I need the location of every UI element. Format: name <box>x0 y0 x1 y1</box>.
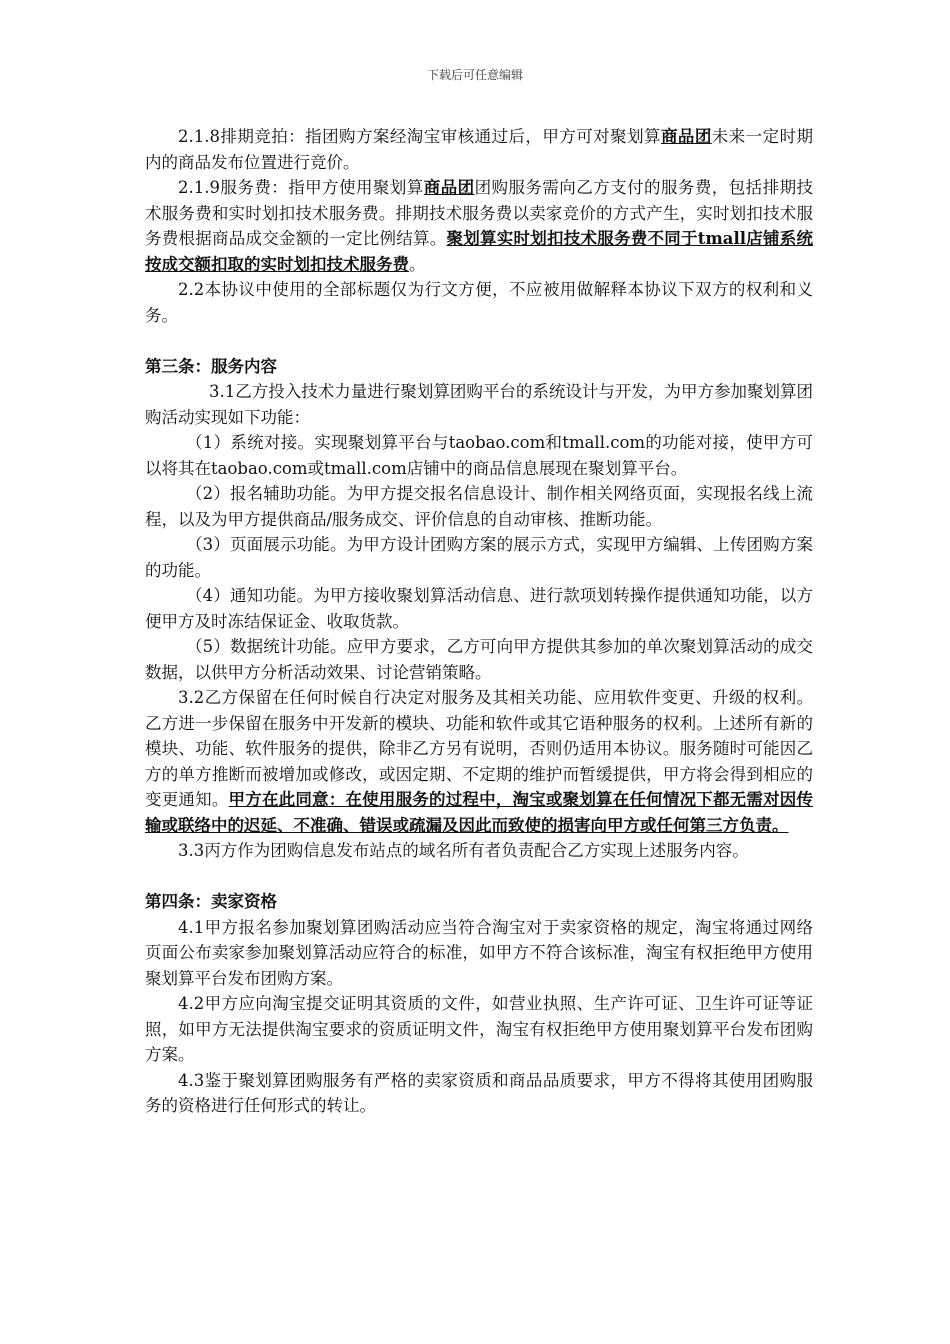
text: 3.2乙方保留在任何时候自行决定对服务及其相关功能、应用软件变更、升级的权利。乙方进一步保留在服务中开发新的模块、功能和软件或其它语种服务的权利。上述所有新的模块、功能、软件服务的提供，除非乙方另有说明，否则仍适用本协议。服务随时可能因乙方的单方推断而被增加或修改，或因定期、不定期的维护而暂缓提供，甲方将会得到相应的变更通知。 <box>145 688 813 809</box>
paragraph-4-2: 4.2甲方应向淘宝提交证明其资质的文件，如营业执照、生产许可证、卫生许可证等证照，如甲方无法提供淘宝要求的资质证明文件，淘宝有权拒绝甲方使用聚划算平台发布团购方案。 <box>145 994 813 1064</box>
underlined-text: 商品团 <box>660 127 712 146</box>
paragraph-2-2: 2.2本协议中使用的全部标题仅为行文方便，不应被用做解释本协议下双方的权利和义务。 <box>145 280 813 325</box>
paragraph-3-1-1: （1）系统对接。实现聚划算平台与taobao.com和tmall.com的功能对接，使甲方可以将其在taobao.com或tmall.com店铺中的商品信息展现在聚划算平台。 <box>145 433 813 478</box>
text: 未来一定时期内的商品发布位置进行竞价。 <box>145 127 814 172</box>
text: 。 <box>409 254 426 274</box>
paragraph-3-1-4: （4）通知功能。为甲方接收聚划算活动信息、进行款项划转操作提供通知功能，以方便甲方及时冻结保证金、收取货款。 <box>145 586 813 631</box>
paragraph-2-1-9 <box>145 175 813 277</box>
section-heading-3: 第三条：服务内容 <box>145 356 277 376</box>
paragraph-4-3: 4.3鉴于聚划算团购服务有严格的卖家资质和商品品质要求，甲方不得将其使用团购服务的资格进行任何形式的转让。 <box>145 1070 813 1115</box>
document-body <box>145 124 813 1119</box>
paragraph-3-1: 3.1乙方投入技术力量进行聚划算团购平台的系统设计与开发，为甲方参加聚划算团购活动实现如下功能： <box>145 382 813 427</box>
page-header: 下载后可任意编辑 <box>426 68 523 82</box>
underlined-text: 聚划算实时划扣技术服务费不同于tmall店铺系统按成交额扣取的实时划扣技术服务费 <box>145 229 814 274</box>
underlined-text: 甲方在此同意：在使用服务的过程中，淘宝或聚划算在任何情况下都无需对因传输或联络中的迟延、不准确、错误或疏漏及因此而致使的损害向甲方或任何第三方负责。 <box>145 790 814 835</box>
paragraph-3-1-2: （2）报名辅助功能。为甲方提交报名信息设计、制作相关网络页面，实现报名线上流程，以及为甲方提供商品/服务成交、评价信息的自动审核、推断功能。 <box>145 484 813 529</box>
text: 2.1.8排期竞拍：指团购方案经淘宝审核通过后，甲方可对聚划算 <box>178 127 661 146</box>
section-heading-4: 第四条：卖家资格 <box>145 892 277 911</box>
paragraph-3-1-3: （3）页面展示功能。为甲方设计团购方案的展示方式，实现甲方编辑、上传团购方案的功能。 <box>145 535 813 580</box>
paragraph-3-1-5: （5）数据统计功能。应甲方要求，乙方可向甲方提供其参加的单次聚划算活动的成交数据，以供甲方分析活动效果、讨论营销策略。 <box>145 637 813 682</box>
text: 2.1.9服务费：指甲方使用聚划算 <box>178 178 424 197</box>
paragraph-4-1: 4.1甲方报名参加聚划算团购活动应当符合淘宝对于卖家资格的规定，淘宝将通过网络页面公布卖家参加聚划算活动应符合的标准，如甲方不符合该标准，淘宝有权拒绝甲方使用聚划算平台发布团购方案。 <box>145 917 813 988</box>
text: 团购服务需向乙方支付的服务费，包括排期技术服务费和实时划扣技术服务费。排期技术服务费以卖家竞价的方式产生，实时划扣技术服务费根据商品成交金额的一定比例结算。 <box>145 178 814 248</box>
underlined-text: 商品团 <box>423 178 475 197</box>
paragraph-2-1-8 <box>145 124 813 175</box>
paragraph-3-3: 3.3丙方作为团购信息发布站点的域名所有者负责配合乙方实现上述服务内容。 <box>178 841 749 860</box>
paragraph-3-2 <box>145 685 813 838</box>
